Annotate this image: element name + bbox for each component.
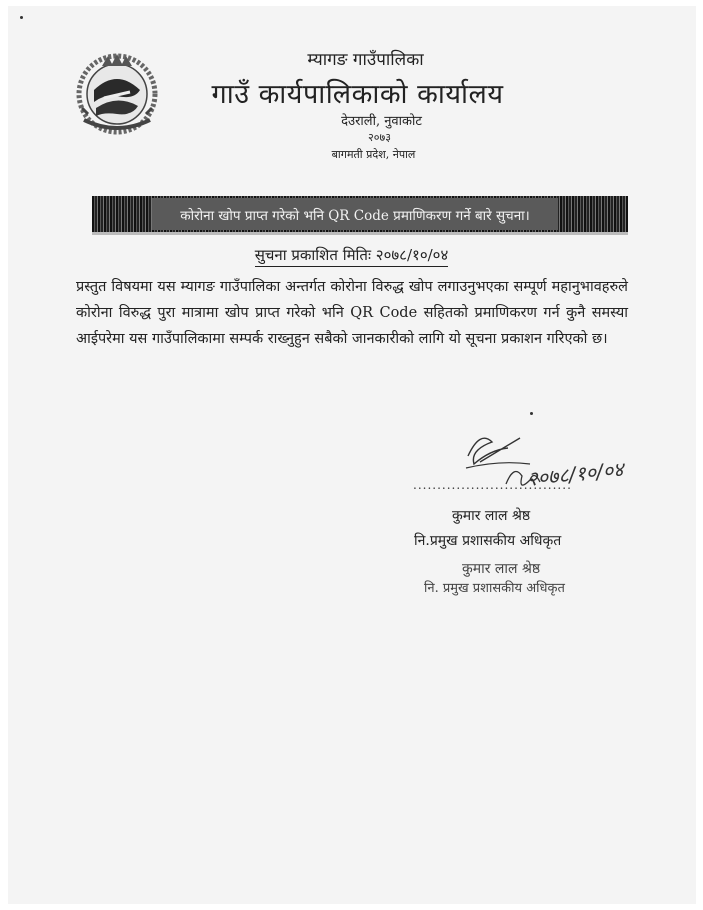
notice-date — [0, 245, 703, 265]
banner-inner — [152, 198, 558, 230]
signature-dots: ................................. — [413, 478, 572, 492]
stray-dot — [530, 412, 533, 415]
stamp-title: नि. प्रमुख प्रशासकीय अधिकृत — [424, 581, 565, 596]
notice-date-text: सुचना प्रकाशित मितिः २०७८/१०/०४ — [255, 246, 449, 267]
banner-subject: कोरोना खोप प्राप्त गरेको भनि QR Code प्रमाणिकरण गर्ने बारे सुचना। — [180, 208, 530, 224]
subject-banner — [92, 196, 628, 235]
signatory-name: कुमार लाल श्रेष्ठ — [452, 508, 531, 524]
established-year: २०७३ — [368, 131, 391, 144]
office-location: देउराली, नुवाकोट — [341, 114, 422, 129]
handwritten-date: २०७८/१०/०४ — [526, 456, 625, 491]
municipality-name: म्यागङ गाउँपालिका — [307, 50, 424, 70]
office-title: गाउँ कार्यपालिकाको कार्यालय — [211, 79, 504, 110]
signatory-title: नि.प्रमुख प्रशासकीय अधिकृत — [414, 533, 562, 549]
stray-dot — [20, 16, 23, 19]
stamp-name: कुमार लाल श्रेष्ठ — [462, 561, 541, 577]
province-name: बागमती प्रदेश, नेपाल — [331, 148, 416, 161]
notice-body: प्रस्तुत विषयमा यस म्यागङ गाउँपालिका अन्तर्गत कोरोना विरुद्ध खोप लगाउनुभएका सम्पूर्ण महानुभावहरुले कोरोना विरुद्ध पुरा मात्रामा खोप प्राप्त गरेको भनि QR Code सहितको प्रमाणिकरण गर्न कुनै समस्या आईपरेमा यस गाउँपालिकामा सम्पर्क राख्नुहुन सबैको जानकारीको लागि यो सूचना प्रकाशन गरिएको छ। — [76, 279, 628, 347]
